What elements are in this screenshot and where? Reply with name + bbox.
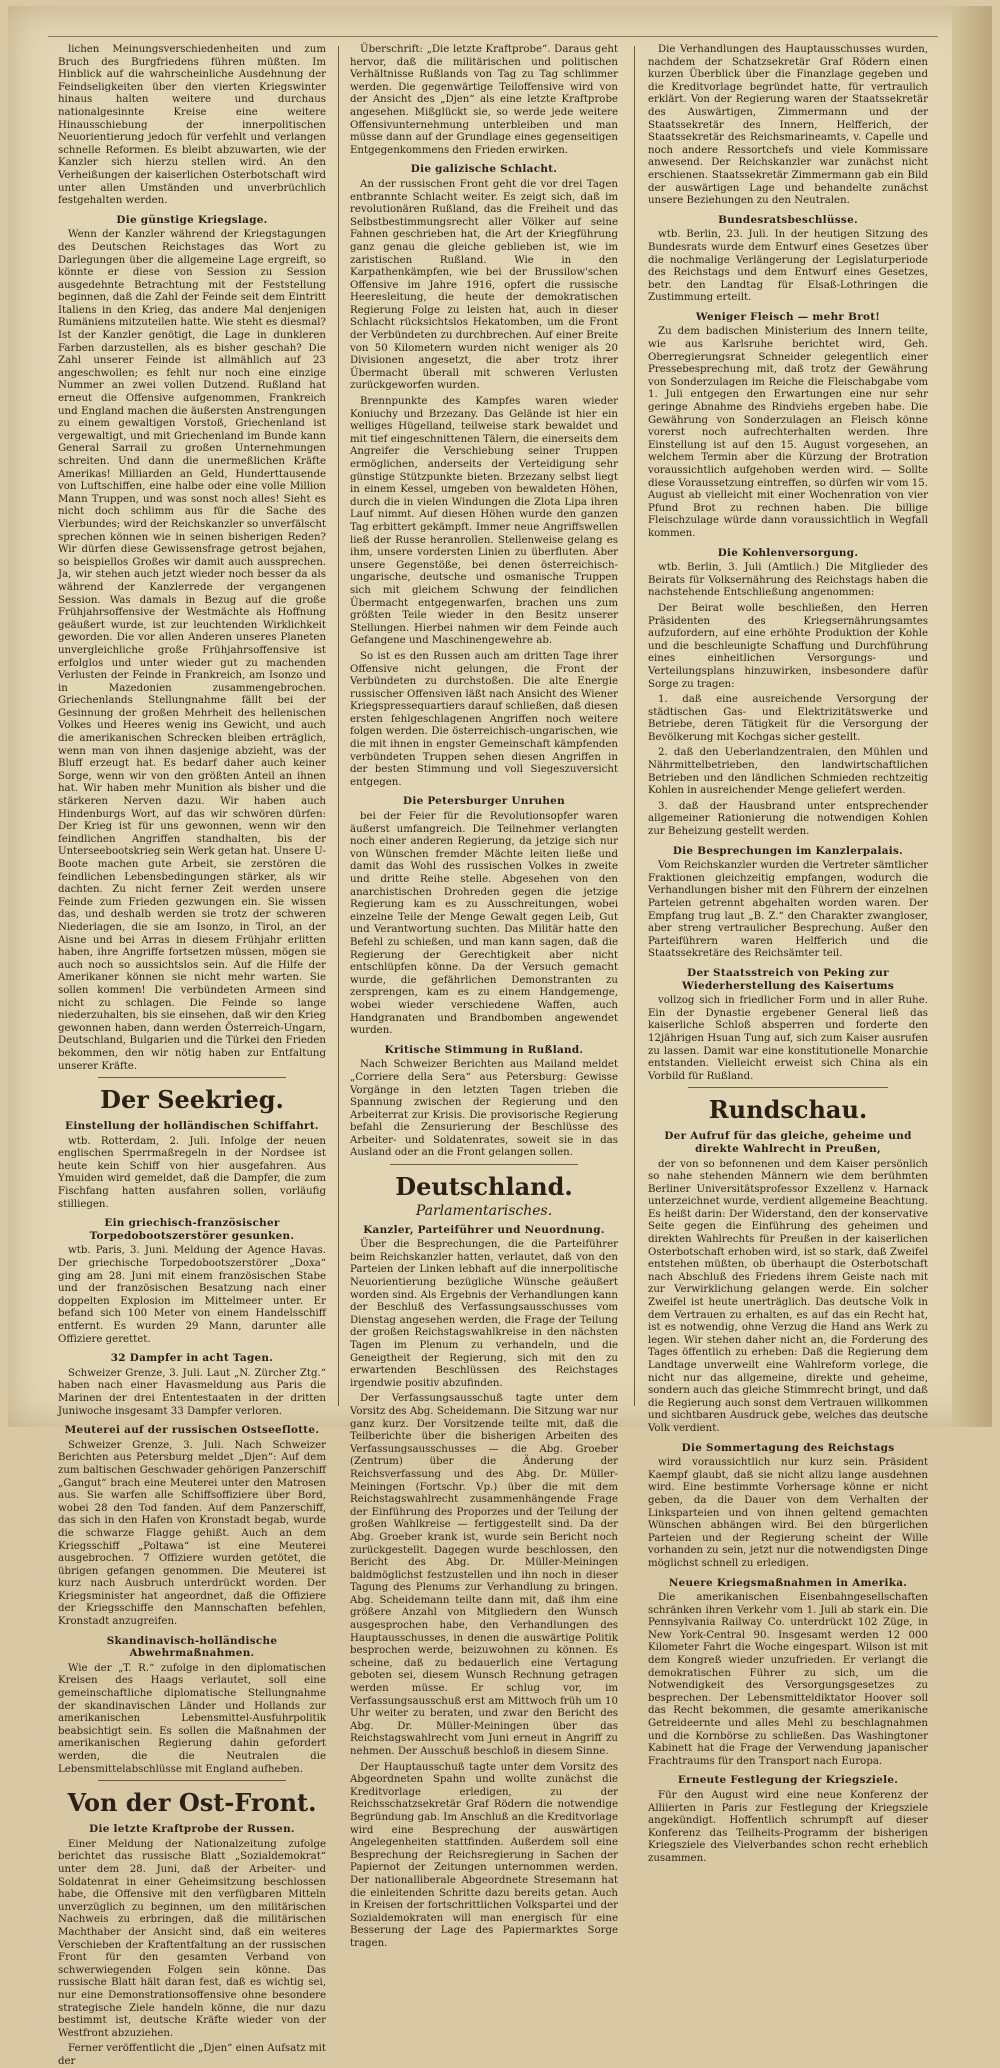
article-text: Über die Besprechungen, die die Parteiführer beim Reichskanzler hatten, verlautet, daß von den Parteien der Linken lebhaft auf die innerpolitische Neuorientierung bezügliche Wünsche geäußert worden sind. Als Ergebnis der Verhandlungen kann der Beschluß des Verfassungsausschusses vom Dienstag angesehen werden, die Frage der Teilung der großen Reichstagswahlkreise in den nächsten Tagen im Plenum zu verhandeln, und die Geneigtheit der Regierung, sich mit den zu erwartenden Beschlüssen des Reichstages irgendwie positiv abzufinden. [350,1239,618,1389]
article-text: lichen Meinungsverschiedenheiten und zum Bruch des Burgfriedens führen müßten. Im Hinblick auf die wahrscheinliche Ausdehnung der Feindseligkeiten über den vierten Kriegswinter hinaus halten weitere und durchaus nationalgesinnte Kreise eine weitere Hinausschiebung der innerpolitischen Neuorientierung jedoch für verfehlt und verlangen schnelle Reformen. Es bleibt abzuwarten, wie der Kanzler sich hierzu stellen wird. An den Verheißungen der kaiserlichen Osterbotschaft wird unter allen Umständen und unverbrüchlich festgehalten werden. [58,44,326,207]
section-heading: Der Staatsstreich von Peking zur Wiederherstellung des Kaisertums [682,966,894,992]
divider [688,1087,888,1088]
article-text: der von so befonnenen und dem Kaiser persönlich so nahe stehenden Männern wie dem berühmten Berliner Universitätsprofessor Exzellenz v. Harnack unterzeichnet wurde, verdient allgemeine Beachtung. Es heißt darin: Der Widerstand, den der konservative Seite gegen die Einführung des geheimen und direkten Wahlrechts für Preußen in der kaiserlichen Osterbotschaft erhoben wird, ist so stark, daß Zweifel entstehen müßten, ob überhaupt die Osterbotschaft nach Abschluß des Friedens ihrem Geiste nach mit zur Verwirklichung gelangen werde. Ein solcher Zweifel ist heute unerträglich. Das deutsche Volk in dem Vertrauen zu erhalten, es auf das ein Recht hat, ist es notwendig, ohne Verzug die Hand ans Werk zu legen. Wir stehen daher nicht an, die Forderung des Tages öffentlich zu erheben: Daß die Regierung dem Landtage unverweilt eine Wahlreform vorlege, die nicht nur das allgemeine, direkte und geheime, sondern auch das gleiche Stimmrecht bringt, und daß die Regierung auch sonst dem Vertrauen willkommen und sichtbaren Ausdruck gebe, welches das deutsche Volk verdient. [648,1158,928,1434]
article-text: Der Hauptausschuß tagte unter dem Vorsitz des Abgeordneten Spahn und wollte zunächst die Kreditvorlage erledigen, zu der Reichsschatzsekretär Graf Rödern die notwendige Begründung gab. Im Anschluß an die Kreditvorlage wird eine Besprechung der auswärtigen Angelegenheiten stattfinden. Außerdem soll eine Besprechung der Reichsregierung in Sachen der Papiernot der Zeitungen unternommen werden. Der nationalliberale Abgeordnete Stresemann hat die einleitenden Schritte dazu bereits getan. Auch in Kreisen der fortschrittlichen Volkspartei und der Sozialdemokraten will man energisch für eine Besserung der Lage des Papiermarktes Sorge tragen. [350,1761,618,1949]
section-heading: Erneute Festlegung der Kriegsziele. [677,1774,899,1787]
section-title: Rundschau. [708,1095,868,1125]
article-text: 2. daß den Ueberlandzentralen, den Mühlen und Nährmittelbetrieben, den landwirtschaftlichen Betrieben und den ländlichen Schmieden rechtzeitig Kohlen in ausreichender Menge geliefert werden. [648,747,928,797]
section-subtitle: Parlamentarisches. [415,1203,553,1220]
section-title: Von der Ost-Front. [67,1788,317,1818]
article-text: 1. daß eine ausreichende Versorgung der städtischen Gas- und Elektrizitätswerke und Betriebe, deren Tätigkeit für die Versorgung der Bevölkerung mit Kochgas sicher gestellt. [648,694,928,743]
article-text: Schweizer Grenze, 3. Juli. Nach Schweizer Berichten aus Petersburg meldet „Djen“: Auf dem zum baltischen Geschwader gehörigen Panzerschiff „Gangut“ brach eine Meuterei unter den Matrosen aus. Sie warfen alle Schiffsoffiziere über Bord, wobei 28 den Tod fanden. Auf dem Panzerschiff, das sich in den Hafen von Kronstadt begab, wurde die schwarze Flagge gehißt. Auch an dem Kriegsschiff „Poltawa“ ist eine Meuterei ausgebrochen. 7 Offiziere wurden getötet, die übrigen gefangen genommen. Die Meuterei ist kurz nach Ausbruch unterdrückt worden. Der Kriegsminister hat angeordnet, daß die Offiziere der Kriegsschiffe den Mannschaften befehlen, Kronstadt anzugreifen. [58,1439,326,1628]
section-heading: Der Aufruf für das gleiche, geheime und direkte Wahlrecht in Preußen, [664,1130,912,1155]
column-3 [648,44,928,1864]
article-text: Die Verhandlungen des Hauptausschusses wurden, nachdem der Schatzsekretär Graf Rödern einen kurzen Überblick über die Finanzlage gegeben und die Kreditvorlage begründet hatte, für vertraulich erklärt. Von der Regierung waren der Staatssekretär des Auswärtigen, Zimmermann und der Staatssekretär des Innern, Helfferich, der Staatssekretär des Reichsmarineamts, v. Capelle und noch andere Ressortchefs und viele Kommissare anwesend. Der Reichskanzler war zunächst nicht erschienen. Staatssekretär Zimmermann gab ein Bild der auswärtigen Lage und behandelte zunächst unsere Beziehungen zu den Neutralen. [648,44,928,207]
article-text: bei der Feier für die Revolutionsopfer waren äußerst umfangreich. Die Teilnehmer verlangten noch einer anderen Regierung, da jetzige sich nur von Wünschen fremder Mächte leiten ließe und damit das Wohl des russischen Volkes in zweite und dritte Reihe stelle. Abgesehen von den anarchistischen Drohreden gegen die jetzige Regierung kam es zu Ausschreitungen, wobei einzelne Teile der Menge Gewalt gegen Leib, Gut und Verantwortung suchten. Das Militär hatte den Befehl zu schießen, und man kann sagen, daß die Regierung der Gerechtigkeit aber nicht entschlüpfen könne. Da der Versuch gemacht wurde, die gefährlichen Demonstranten zu zersprengen, kam es zu einem Handgemenge, wobei wieder verschiedene Waffen, auch Handgranaten und Brandbomben angewendet wurden. [350,811,618,1037]
section-heading: Ein griechisch-französischer Torpedobootszerstörer gesunken. [89,1217,295,1242]
article-text: An der russischen Front geht die vor drei Tagen entbrannte Schlacht weiter. Es zeigt sich, daß im revolutionären Rußland, das die Freiheit und das Selbstbestimmungsrecht aller Völker auf seine Fahnen geschrieben hat, die Art der Kriegführung ganz genau die gleiche geblieben ist, wie im zaristischen Rußland. Wie in den Karpathenkämpfen, wie bei der Brussilow'schen Offensive im Jahre 1916, opfert die russische Heeresleitung, die heute der demokratischen Regierung Folge zu leisten hat, auch in dieser Schlacht rücksichtslos Hekatomben, um die Front der Verbündeten zu durchbrechen. Auf einer Breite von 50 Kilometern wurden nicht weniger als 20 Divisionen angesetzt, die aber trotz ihrer Übermacht überall mit schweren Verlusten zurückgeworfen wurden. [350,178,618,392]
article-text: Nach Schweizer Berichten aus Mailand meldet „Corriere della Sera“ aus Petersburg: Gewisse Vorgänge in den letzten Tagen trieben die Spannung zwischen der Regierung und den Arbeiterrat zur Krisis. Die provisorische Regierung befahl die Zensurierung der Beschlüsse des Arbeiter- und Soldatenrates, soweit sie in das Ausland oder an die Front gelangen sollen. [350,1059,618,1159]
article-text: Wenn der Kanzler während der Kriegstagungen des Deutschen Reichstages das Wort zu Darlegungen über die allgemeine Lage ergreift, so könnte er diese von Session zu Session ausgedehnte Betrachtung mit der Feststellung beginnen, daß die Zahl der Feinde seit dem Eintritt Italiens in den Krieg, das andere Mal denjenigen Rumäniens mitzuteilen hatte. Wie steht es diesmal? Ist der Kanzler genötigt, die Lage in dunkleren Farben darzustellen, als es bisher geschah? Die Zahl unserer Feinde ist allmählich auf 23 angeschwollen; es fehlt nur noch eine einzige Nummer an zwei vollen Dutzend. Rußland hat erneut die Offensive aufgenommen, Frankreich und England machen die äußersten Anstrengungen zu einem gewaltigen Vorstoß, Griechenland ist vergewaltigt, und mit Griechenland im Bunde kann General Sarrail zu großen Unternehmungen schreiten. Und dann die unermeßlichen Kräfte Amerikas! Milliarden an Geld, Hunderttausende von Luftschiffen, eine halbe oder eine volle Million Mann Truppen, und was sonst noch alles! Sieht es nicht doch schlimm aus für die Sache des Vierbundes; wird der Reichskanzler so unverfälscht sprechen können wie in seinen bisherigen Reden? Wir dürfen diese Gewissensfrage getrost bejahen, so beispiellos Großes wir damit auch aussprechen. Ja, wir stehen auch jetzt wieder noch besser da als während der Kanzlerrede der vergangenen Session. Was damals in Bezug auf die große Frühjahrsoffensive der Westmächte als Hoffnung geäußert wurde, ist zur leuchtenden Wirklichkeit geworden. Die vor allen Anderen unseres Planeten unvergleichliche große Frühjahrsoffensive ist erfolglos und unter wieder gut zu machenden Verlusten der Feinde in Frankreich, am Isonzo und in Mazedonien zusammengebrochen. Griechenlands Stellungnahme fällt bei der Gesinnung der großen Mehrheit des hellenischen Volkes und Heeres wenig ins Gewicht, und auch die amerikanischen Schrecken bleiben erträglich, wenn man von ihnen dasjenige abzieht, was der Bluff erzeugt hat. Es bedarf daher auch keiner Sorge, wenn wir von den größten Anteil an ihnen hat. Wir haben mehr Munition als bisher und die stärkeren Nerven dazu. Wir haben auch Hindenburgs Wort, auf das wir schwören dürfen: Der Krieg ist für uns gewonnen, wenn wir den feindlichen Angriffen standhalten, bis der Unterseebootskrieg sein Werk getan hat. Unsere U-Boote machen gute Arbeit, sie zerstören die feindlichen Lebensbedingungen stärker, als wir dachten. Zu nicht ferner Zeit werden unsere Feinde zum Frieden gezwungen ein. Sie wissen das, und deshalb werden sie trotz der schweren Niederlagen, die sie am Isonzo, in Tirol, an der Aisne und bei Arras in diesem Frühjahr erlitten haben, ihre Angriffe fortsetzen müssen, mögen sie auch noch so aussichtslos sein. Auf die Hilfe der Amerikaner können sie nicht mehr warten. Sie sollen kommen! Die verbündeten Armeen sind nicht zu schlagen. Die Feinde so lange niederzuhalten, bis sie einsehen, daß wir den Krieg gewonnen haben, dann werden Österreich-Ungarn, Deutschland, Bulgarien und die Türkei den Frieden bekommen, den wir nötig haben zur Entfaltung unserer Kräfte. [58,229,327,1072]
article-text: Die amerikanischen Eisenbahngesellschaften schränken ihren Verkehr vom 1. Juli ab stark ein. Die Pennsylvania Railway Co. unterdrückt 102 Züge, in New York-Central 90. Insgesamt werden 12 000 Kilometer Fahrt die Woche eingespart. Wilson ist mit dem Kongreß wieder unzufrieden. Er verlangt die demokratischen Führer zu sich, um die Notwendigkeit des Versorgungsgesetzes zu besprechen. Der Lebensmitteldiktator Hoover soll das Recht bekommen, die gesamte amerikanische Getreideernte und alles Mehl zu beschlagnahmen und die Kornbörse zu schließen. Das Washingtoner Kabinett hat die Frage der Verwendung japanischer Frachtraums für den Transport nach Europa. [648,1592,928,1767]
article-text: Der Beirat wolle beschließen, den Herren Präsidenten des Kriegsernährungsamtes aufzufordern, auf eine erhöhte Produktion der Kohle und die beschleunigte Schaffung und Durchführung eines einheitlichen Versorgungs- und Verteilungsplans hinzuwirken, insbesondere dafür Sorge zu tragen: [648,602,928,690]
column-rule [338,46,339,1406]
section-heading: Kanzler, Parteiführer und Neuordnung. [363,1223,605,1236]
article-text: wtb. Berlin, 23. Juli. In der heutigen Sitzung des Bundesrats wurde dem Entwurf eines Gesetzes über die nochmalige Verlängerung der Legislaturperiode des Reichstags und dem Entwurf eines Gesetzes, betr. den Landtag für Elsaß-Lothringen die Zustimmung erteilt. [648,229,928,304]
top-rule [48,36,938,37]
article-text: wtb. Paris, 3. Juni. Meldung der Agence Havas. Der griechische Torpedobootszerstörer „Doxa“ ging am 28. Juni mit einem französischen Stabe und der französischen Besatzung nach einer doppelten Explosion im Mittelmeer unter. Er befand sich 100 Meter von einem Handelsschiff entfernt. Es wurden 29 Mann, darunter alle Offiziere gerettet. [58,1245,326,1345]
divider [98,1077,286,1078]
column-1 [58,44,327,2067]
section-heading: Neuere Kriegsmaßnahmen in Amerika. [668,1576,908,1589]
article-text: Einer Meldung der Nationalzeitung zufolge berichtet das russische Blatt „Sozialdemokrat“ unter dem 28. Juni, daß der Arbeiter- und Soldatenrat in einer Geheimsitzung beschlossen habe, die Offensive mit den verfügbaren Mitteln unverzüglich zu beginnen, um den militärischen Nachweis zu erbringen, daß die militärischen Machthaber der Ansicht sind, daß ein weiteres Verschieben der Kraftentfaltung an der russischen Front für den gesamten Verband von schwerwiegenden Folgen sein könne. Das russische Blatt hält daran fest, daß es wichtig sei, nur eine Demonstrationsoffensive ohne besondere strategische Ziele handeln könne, die nur dazu bestimmt ist, deutsche Kräfte wieder von der Westfront abzuziehen. [58,1838,326,2039]
section-heading: Die letzte Kraftprobe der Russen. [89,1823,295,1836]
section-heading: Die Besprechungen im Kanzlerpalais. [672,844,904,857]
section-title: Der Seekrieg. [100,1085,284,1115]
article-text: Vom Reichskanzler wurden die Vertreter sämtlicher Fraktionen gleichzeitig empfangen, wodurch die Verhandlungen bisher mit den Führern der einzelnen Parteien getrennt abgehalten worden waren. Der Empfang trug laut „B. Z.“ den Charakter zwangloser, aber streng vertraulicher Besprechung. Außer den Parteiführern waren Helfferich und die Staatssekretäre des Reichsämter teil. [648,860,928,960]
article-text: wtb. Rotterdam, 2. Juli. Infolge der neuen englischen Sperrmaßregeln in der Nordsee ist heute kein Schiff von hier ausgefahren. Aus Ymuiden wird gemeldet, daß die Dampfer, die zum Fischfang hatten ausfahren sollen, vorläufig stilliegen. [58,1135,326,1210]
newspaper-page [8,6,992,2067]
section-heading: Die Sommertagung des Reichstags [681,1441,895,1454]
article-text: wird voraussichtlich nur kurz sein. Präsident Kaempf glaubt, daß sie nicht allzu lange ausdehnen wird. Eine bestimmte Vorhersage könne er nicht geben, da die Dauer von dem Verhalten der Linksparteien und von ihnen geltend gemachten Wünschen abhängen wird. Bei den bürgerlichen Parteien und der Regierung scheint der Wille vorhanden zu sein, jetzt nur die notwendigsten Dinge möglichst schnell zu erledigen. [648,1457,928,1569]
article-text: 3. daß der Hausbrand unter entsprechender allgemeiner Rationierung die notwendigen Kohlen zur Beheizung gestellt werden. [648,800,928,838]
article-text: wtb. Berlin, 3. Juli (Amtlich.) Die Mitglieder des Beirats für Volksernährung des Reichstags haben die nachstehende Entschließung angenommen: [648,562,928,599]
section-heading: Weniger Fleisch — mehr Brot! [695,310,881,323]
article-text: Wie der „T. R.“ zufolge in den diplomatischen Kreisen des Haags verlautet, soll eine gemeinschaftliche diplomatische Stellungnahme der skandinavischen Länder und Hollands zur amerikanischen Lebensmittel-Ausfuhrpolitik beabsichtigt sein. Es sollen die Maßnahmen der amerikanischen Regierung dahin gefordert werden, die die Neutralen die Lebensmittelabschlüsse mit England aufheben. [58,1662,326,1775]
article-text: Zu dem badischen Ministerium des Innern teilte, wie aus Karlsruhe berichtet wird, Geh. Oberregierungsrat Schneider gelegentlich einer Pressebesprechung mit, daß trotz der Gewährung von Sonderzulagen im Reiche die Fleischabgabe vom 1. Juli entgegen den Erwartungen eine nur sehr geringe Abnahme des Rindviehs ergeben habe. Die Gewährung von Sonderzulagen an Fleisch könne vorerst noch aufrechterhalten werden. Ihre Einstellung ist auf den 15. August vorgesehen, an welchem Termin aber die Kürzung der Brotration voraussichtlich aufgehoben werden wird. — Sollte diese Voraussetzung eintreffen, so dürfen wir vom 15. August ab vielleicht mit einer Wochenration von vier Pfund Brot zu rechnen haben. Die billige Fleischzulage würde dann voraussichtlich in Wegfall kommen. [648,326,928,539]
section-heading: 32 Dampfer in acht Tagen. [110,1352,274,1365]
article-text: Brennpunkte des Kampfes waren wieder Koniuchy und Brzezany. Das Gelände ist hier ein welliges Hügelland, teilweise stark bewaldet und mit tief eingeschnittenen Tälern, die einerseits dem Angreifer die Verschiebung seiner Truppen ermöglichen, anderseits der Verteidigung sehr günstige Stützpunkte bieten. Brzezany selbst liegt in einem Kessel, umgeben von bewaldeten Höhen, durch die in vielen Windungen die Zlota Lipa ihren Lauf nimmt. Auf diesen Höhen wurde den ganzen Tag erbittert gekämpft. Immer neue Angriffswellen ließ der Russe heranrollen. Stellenweise gelang es ihm, unsere vordersten Linien zu überfluten. Aber unsere Gegenstöße, bei denen österreichisch-ungarische, deutsche und osmanische Truppen sich mit gleichem Schwung der feindlichen Übermacht entgegenwarfen, brachen uns zum größten Teile wieder in den Besitz unserer Stellungen. Hierbei nahmen wir dem Feinde auch Gefangene und Maschinengewehre ab. [350,396,618,647]
section-heading: Die Petersburger Unruhen [403,795,565,808]
section-heading: Die galizische Schlacht. [410,163,558,176]
section-heading: Einstellung der holländischen Schiffahrt. [65,1120,319,1133]
article-text: Für den August wird eine neue Konferenz der Alliierten in Paris zur Festlegung der Kriegsziele angekündigt. Hoffentlich schrumpft auf dieser Konferenz das Teilheits-Programm der bisherigen Kriegsziele des Vielverbandes schon recht erheblich zusammen. [648,1790,928,1864]
article-text: So ist es den Russen auch am dritten Tage ihrer Offensive nicht gelungen, die Front der Verbündeten zu durchstoßen. Die alte Energie russischer Offensiven läßt nach Ansicht des Wiener Kriegspressequartiers darauf schließen, daß diesen ersten fehlgeschlagenen Angriffen noch weitere folgen werden. Die österreichisch-ungarischen, wie die mit ihnen in engster Gemeinschaft kämpfenden verbündeten Truppen sehen diesen Angriffen in der besten Stimmung und voll Siegeszuversicht entgegen. [350,650,618,788]
divider [98,1780,286,1781]
section-title: Deutschland. [395,1172,573,1202]
section-heading: Meuterei auf der russischen Ostseeflotte. [64,1424,320,1437]
divider [390,1164,578,1165]
column-rule [634,46,635,1406]
article-text: Der Verfassungsausschuß tagte unter dem Vorsitz des Abg. Scheidemann. Die Sitzung war nur ganz kurz. Der Vorsitzende teilte mit, daß die Teilberichte über die bisherigen Arbeiten des Verfassungsausschusses — die Abg. Groeber (Zentrum) über die Änderung der Reichsverfassung und des Abg. Dr. Müller-Meiningen (Fortschr. Vp.) über die mit dem Reichstagswahlrecht zusammenhängende Frage der Einführung des Proporzes und der Teilung der großen Wahlkreise — fertiggestellt sind. Da der Abg. Groeber krank ist, wurde sein Bericht noch zurückgestellt. Dagegen wurde beschlossen, den Bericht des Abg. Dr. Müller-Meiningen baldmöglichst festzustellen und ihn noch in dieser Tagung des Plenums zur Verhandlung zu bringen. Abg. Scheidemann teilte dann mit, daß ihm eine größere Anzahl von Mitgliedern den Wunsch ausgesprochen habe, den Verhandlungen des Hauptausschusses, in denen die auswärtige Politik besprochen werde, beizuwohnen zu können. Es scheine, daß zu bedauerlich eine Vertagung geboten sei, diesem Wunsch Rechnung getragen werden müsse. Er schlug vor, im Verfassungsausschuß erst am Mittwoch früh um 10 Uhr weiter zu beraten, und zwar den Bericht des Abg. Dr. Müller-Meiningen über das Reichstagswahlrecht vom Juni erneut in Angriff zu nehmen. Der Ausschuß beschloß in diesem Sinne. [350,1393,618,1757]
article-text: Überschrift: „Die letzte Kraftprobe“. Daraus geht hervor, daß die militärischen und politischen Verhältnisse Rußlands von Tag zu Tag schlimmer werden. Die gegenwärtige Teiloffensive wird von der Ansicht des „Djen“ als eine letzte Kraftprobe angesehen. Mißglückt sie, so werde jede weitere Offensivunternehmung unterbleiben und man müsse dann auf der Grundlage eines gegenseitigen Entgegenkommens den Frieden erwirken. [350,44,618,156]
section-heading: Bundesratsbeschlüsse. [718,213,858,226]
article-text: vollzog sich in friedlicher Form und in aller Ruhe. Ein der Dynastie ergebener General ließ das kaiserliche Schloß absperren und forderte den 12jährigen Hsuan Tung auf, sich zum Kaiser ausrufen zu lassen. Damit war eine konstitutionelle Monarchie entstanden. Vielleicht erweist sich China als ein Vorbild für Rußland. [648,995,928,1082]
section-heading: Kritische Stimmung in Rußland. [384,1043,584,1056]
column-2 [350,44,618,1949]
section-heading: Skandinavisch-holländische Abwehrmaßnahmen. [106,1634,278,1660]
section-heading: Die Kohlenversorgung. [717,546,859,559]
article-text: Ferner veröffentlicht die „Djen“ einen Aufsatz mit der [58,2043,326,2067]
article-text: Schweizer Grenze, 3. Juli. Laut „N. Zürcher Ztg.“ haben nach einer Havasmeldung aus Paris die Marinen der drei Ententestaaten in der dritten Juniwoche insgesamt 33 Dampfer verloren. [58,1367,326,1417]
page-gutter [952,6,992,1427]
section-heading: Die günstige Kriegslage. [116,213,268,226]
